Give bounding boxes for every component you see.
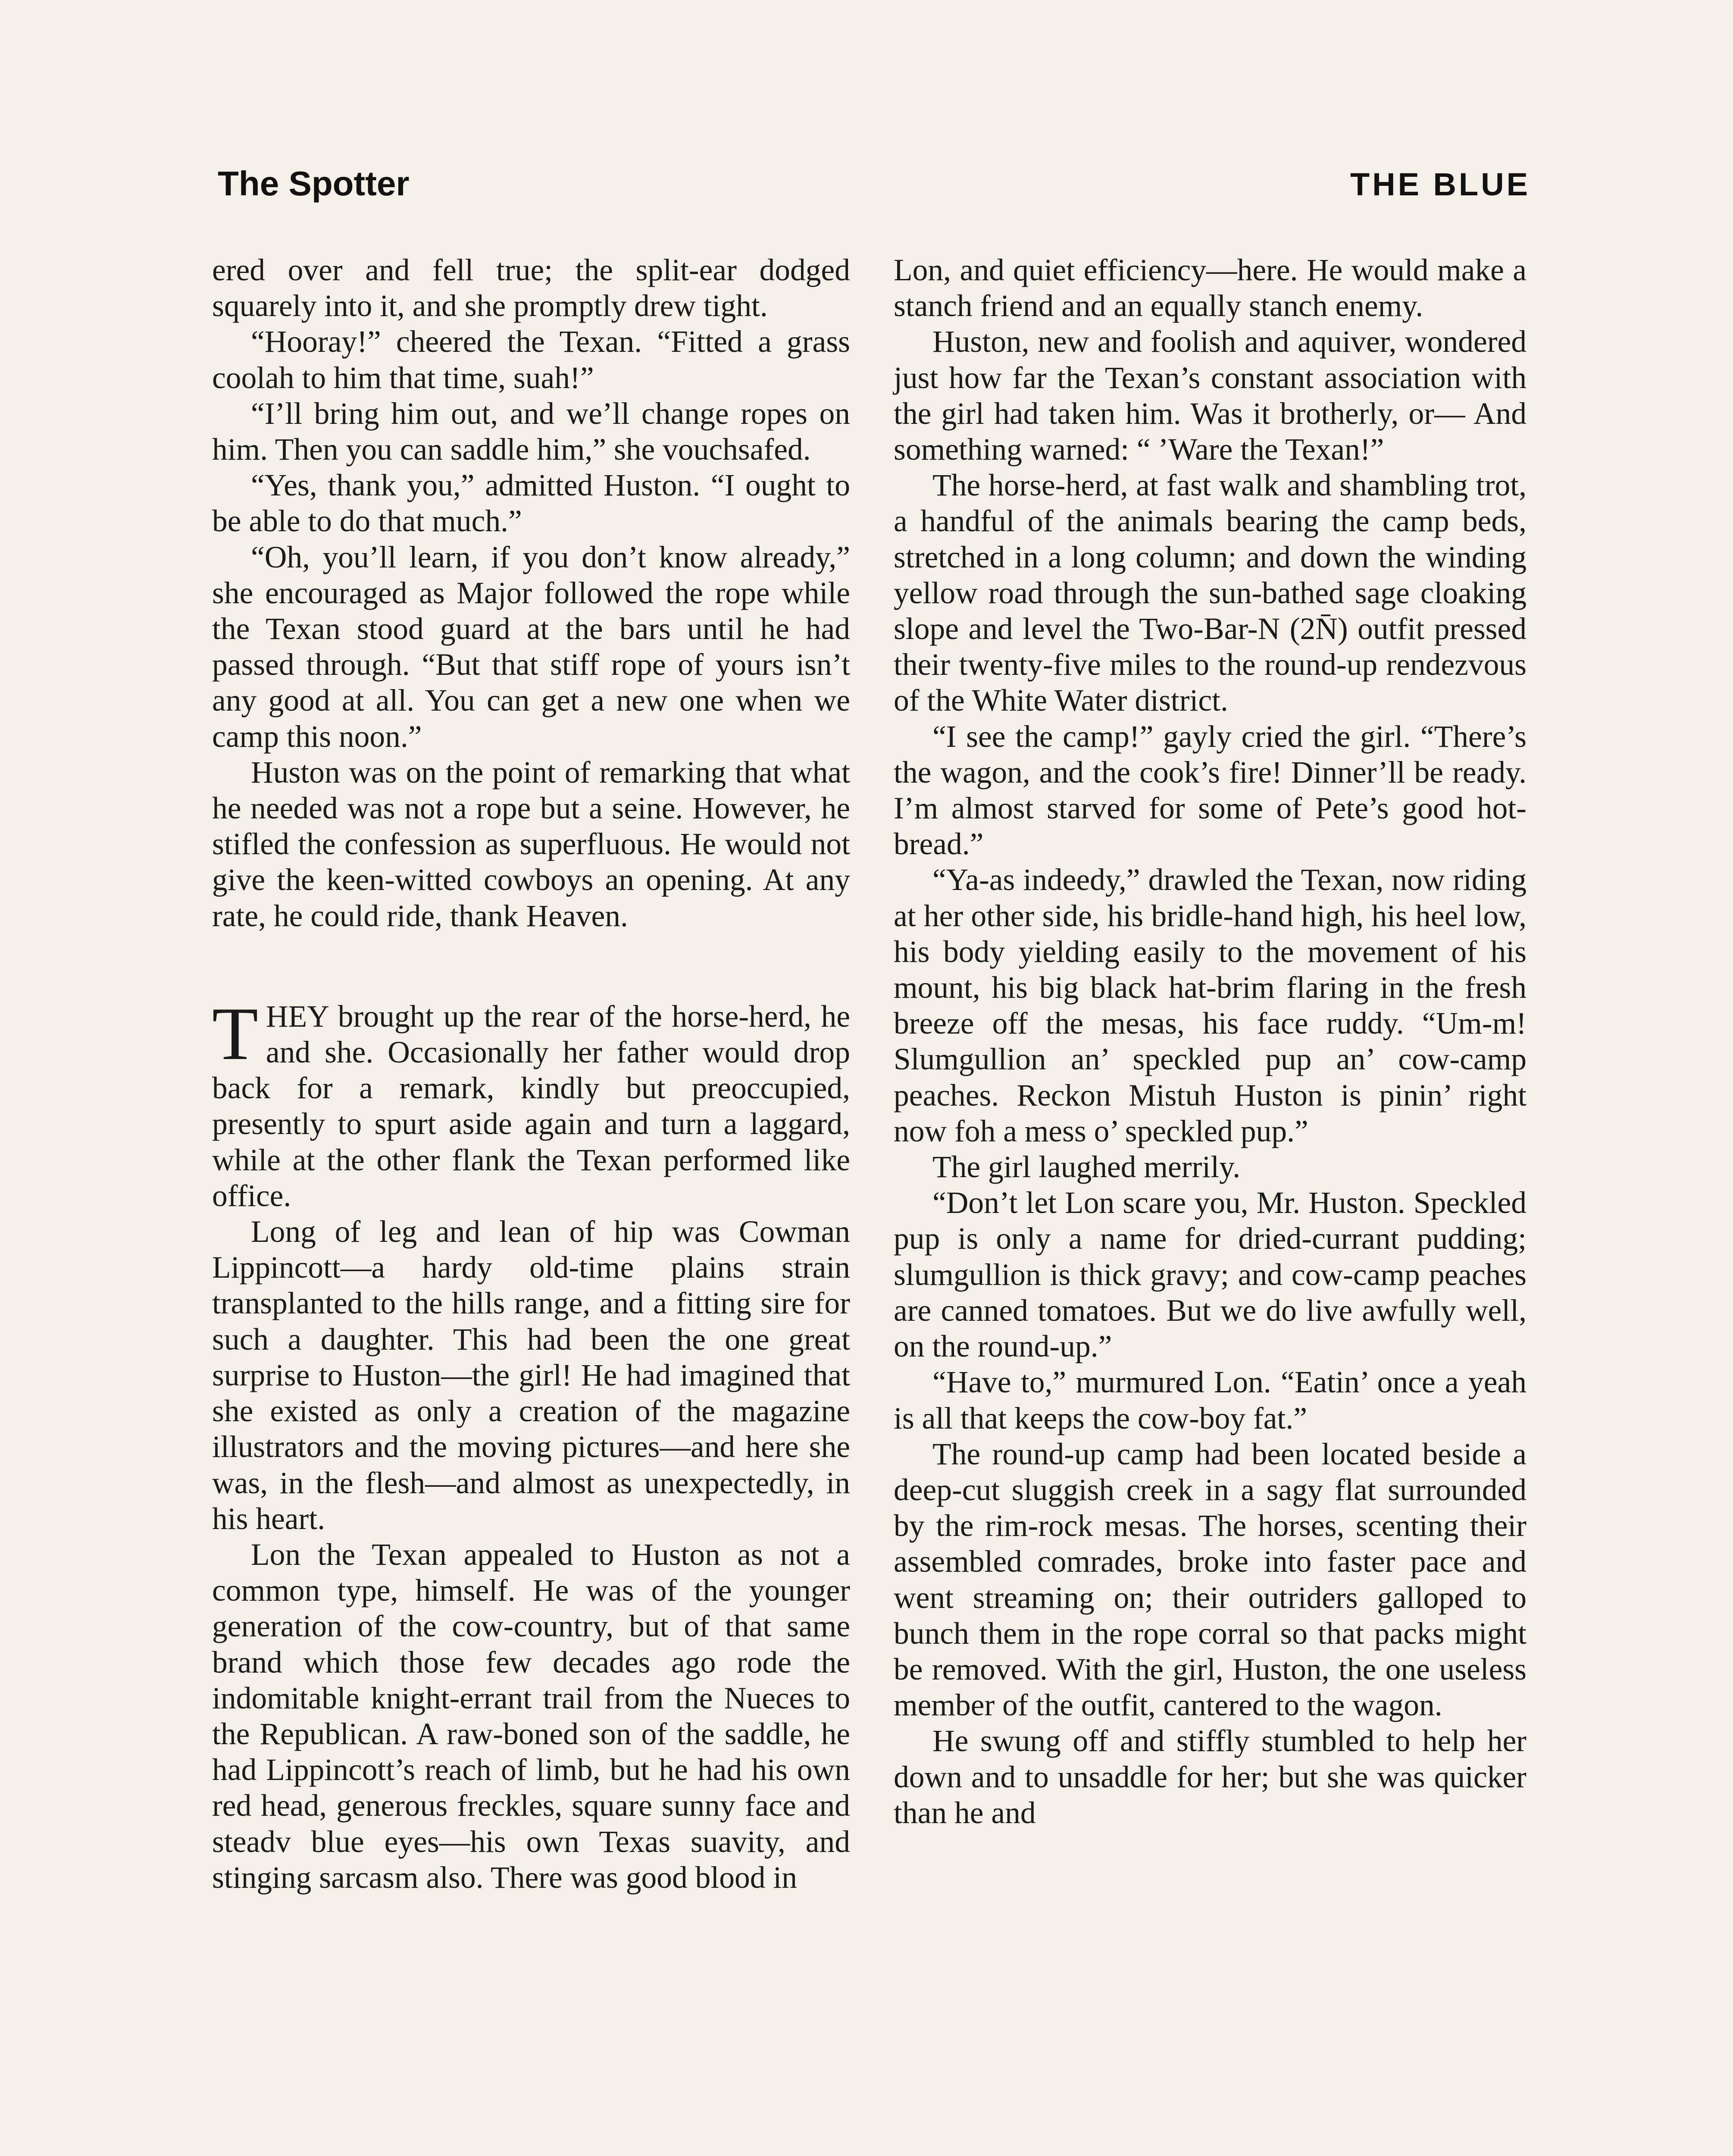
paragraph: “Ya-as indeedy,” drawled the Texan, now riding at her other side, his bridle-hand high, his heel low, his body yielding easily to the movement of his mount, his big black hat-brim flaring in the fresh breeze off the mesas, his face ruddy. “Um-m! Slumgullion an’ speckled pup an’ cow-camp peaches. Reckon Mistuh Huston is pinin’ right now foh a mess o’ speckled pup.”	[894, 863, 1527, 1148]
drop-cap: T	[212, 991, 258, 1075]
paragraph: The horse-herd, at fast walk and shambling trot, a handful of the animals bearing the camp beds, stretched in a long column; and down the winding yellow road through the sun-bathed sage cloaking slope and level the Two-Bar-N (2N̄) outfit pressed their twenty-five miles to the round-up rendezvous of the White Water district.	[894, 468, 1527, 718]
paragraph: “Yes, thank you,” admitted Huston. “I ought to be able to do that much.”	[212, 468, 850, 539]
paragraph: The round-up camp had been located beside a deep-cut sluggish creek in a sagy flat surrounded by the rim-rock mesas. The horses, scenting their assembled comrades, broke into faster pace and went streaming on; their outriders galloped to bunch them in the rope corral so that packs might be removed. With the girl, Huston, the one useless member of the outfit, cantered to the wagon.	[894, 1437, 1527, 1723]
running-head-magazine: THE BLUE	[1350, 166, 1530, 202]
paragraph: “I’ll bring him out, and we’ll change ropes on him. Then you can saddle him,” she vouchsafed.	[212, 396, 850, 467]
paragraph: Huston was on the point of remarking that what he needed was not a rope but a seine. However, he stifled the confession as superfluous. He would not give the keen-witted cowboys an opening. At any rate, he could ride, thank Heaven.	[212, 755, 850, 933]
paragraph: The girl laughed merrily.	[932, 1150, 1241, 1185]
paragraph-with-drop-cap	[212, 991, 850, 1214]
left-column	[212, 252, 850, 1896]
paragraph: He swung off and stiffly stumbled to help her down and to unsaddle for her; but she was quicker than he and	[894, 1724, 1527, 1830]
section-break	[212, 934, 850, 999]
paragraph: “Have to,” murmured Lon. “Eatin’ once a yeah is all that keeps the cow-boy fat.”	[894, 1365, 1527, 1435]
running-head-title: The Spotter	[218, 164, 410, 203]
paragraph: Lon the Texan appealed to Huston as not a common type, himself. He was of the younger generation of the cow-country, but of that same brand which those few decades ago rode the indomitable knight-errant trail from the Nueces to the Republican. A raw-boned son of the saddle, he had Lippincott’s reach of limb, but he had his own red head, generous freckles, square sunny face and steadv blue eyes—his own Texas suavity, and stinging sarcasm also. There was good blood in	[212, 1537, 850, 1895]
paragraph: Long of leg and lean of hip was Cowman Lippincott—a hardy old-time plains strain transplanted to the hills range, and a fitting sire for such a daughter. This had been the one great surprise to Huston—the girl! He had imagined that she existed as only a creation of the magazine illustrators and the moving pictures—and here she was, in the flesh—and almost as unexpectedly, in his heart.	[212, 1215, 850, 1536]
right-column	[894, 252, 1527, 1831]
paragraph: “Don’t let Lon scare you, Mr. Huston. Speckled pup is only a name for dried-currant pudding; slumgullion is thick gravy; and cow-camp peaches are canned tomatoes. But we do live awfully well, on the round-up.”	[894, 1186, 1527, 1364]
paragraph: “Oh, you’ll learn, if you don’t know already,” she encouraged as Major followed the rope while the Texan stood guard at the bars until he had passed through. “But that stiff rope of yours isn’t any good at all. You can get a new one when we camp this noon.”	[212, 540, 850, 754]
paragraph-text: HEY brought up the rear of the horse-herd, he and she. Occasionally her father would drop back for a remark, kindly but preoccupied, presently to spurt aside again and turn a laggard, while at the other flank the Texan performed like office.	[212, 999, 850, 1213]
paragraph: ered over and fell true; the split-ear dodged squarely into it, and she promptly drew tight.	[212, 253, 850, 323]
paragraph: Huston, new and foolish and aquiver, wondered just how far the Texan’s constant association with the girl had taken him. Was it brotherly, or— And something warned: “ ’Ware the Texan!”	[894, 325, 1527, 467]
paragraph: “I see the camp!” gayly cried the girl. “There’s the wagon, and the cook’s fire! Dinner’ll be ready. I’m almost starved for some of Pete’s good hot-bread.”	[894, 719, 1527, 862]
paragraph: “Hooray!” cheered the Texan. “Fitted a grass coolah to him that time, suah!”	[212, 325, 850, 395]
paragraph: Lon, and quiet efficiency—here. He would make a stanch friend and an equally stanch enemy.	[894, 253, 1527, 323]
